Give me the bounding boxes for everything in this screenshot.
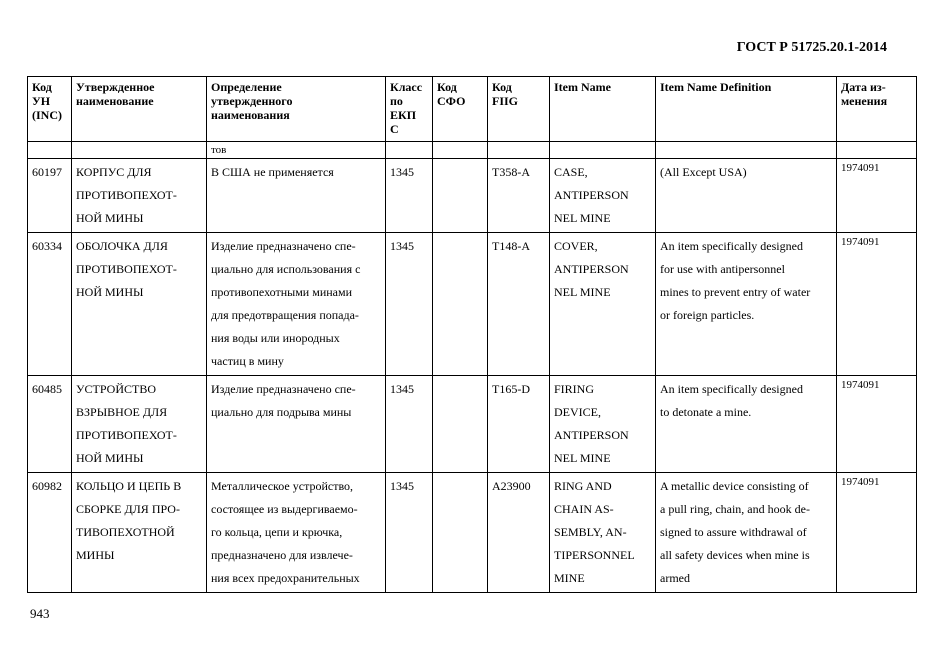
table-row: [28, 376, 917, 473]
text-line: менения: [841, 94, 888, 108]
table-row: [28, 159, 917, 233]
document-code: ГОСТ Р 51725.20.1-2014: [736, 40, 887, 55]
text-line: DEVICE,: [554, 405, 601, 419]
cell-inc: 60334: [28, 233, 72, 376]
text-line: (INC): [32, 108, 62, 122]
text-line: Металлическое устройство,: [211, 479, 354, 493]
text-line: signed to assure withdrawal of: [660, 525, 807, 539]
text-line: Изделие предназначено спе-: [211, 239, 356, 253]
text-line: An item specifically designed: [660, 382, 803, 396]
text-line: состоящее из выдергиваемо-: [211, 502, 358, 516]
page-number: 943: [30, 606, 50, 621]
text-line: (All Except USA): [660, 165, 747, 179]
cell-sfo: [433, 376, 488, 473]
text-line: A metallic device consisting of: [660, 479, 809, 493]
cell-class: 1345: [386, 159, 433, 233]
cell-item-name: [550, 376, 656, 473]
text-line: NEL MINE: [554, 451, 611, 465]
cell-fiig: T165-D: [488, 376, 550, 473]
cell-fiig: T358-A: [488, 159, 550, 233]
cell-item-name: [550, 233, 656, 376]
text-line: МИНЫ: [76, 548, 115, 562]
cell-inc: 60485: [28, 376, 72, 473]
text-line: RING AND: [554, 479, 612, 493]
cell-change-date: 1974091: [837, 473, 917, 593]
text-line: ANTIPERSON: [554, 188, 629, 202]
text-line: УН: [32, 94, 51, 108]
text-line: Item Name Definition: [660, 80, 772, 94]
text-line: частиц в мину: [211, 354, 284, 368]
text-line: all safety devices when mine is: [660, 548, 810, 562]
cell-change-date: 1974091: [837, 376, 917, 473]
text-line: for use with antipersonnel: [660, 262, 785, 276]
cell-inc: 60197: [28, 159, 72, 233]
header-approved-name: [72, 77, 207, 142]
text-line: для предотвращения попада-: [211, 308, 359, 322]
cell: [488, 142, 550, 159]
cell-definition: [207, 376, 386, 473]
cell-item-name: [550, 159, 656, 233]
table-row: [28, 233, 917, 376]
header-inc: [28, 77, 72, 142]
text-line: ния воды или инородных: [211, 331, 340, 345]
text-line: ВЗРЫВНОЕ ДЛЯ: [76, 405, 168, 419]
cell-item-definition: [656, 473, 837, 593]
cell-approved-name: [72, 233, 207, 376]
text-line: Код: [32, 80, 52, 94]
text-line: циально для подрыва мины: [211, 405, 352, 419]
header-item-name: [550, 77, 656, 142]
text-line: armed: [660, 571, 690, 585]
text-line: наименования: [211, 108, 290, 122]
text-line: ПРОТИВОПЕХОТ-: [76, 188, 177, 202]
text-line: КОРПУС ДЛЯ: [76, 165, 152, 179]
continuation-row: [28, 142, 917, 159]
cell-approved-name: [72, 376, 207, 473]
header-sfo: [433, 77, 488, 142]
text-line: ANTIPERSON: [554, 262, 629, 276]
text-line: ЕКП: [390, 108, 417, 122]
cell: [837, 142, 917, 159]
text-line: ОБОЛОЧКА ДЛЯ: [76, 239, 168, 253]
text-line: Утвержденное: [76, 80, 155, 94]
nomenclature-table: [27, 76, 917, 593]
text-line: ния всех предохранительных: [211, 571, 360, 585]
text-line: FIRING: [554, 382, 595, 396]
text-line: Дата из-: [841, 80, 886, 94]
cell-item-definition: [656, 376, 837, 473]
text-line: ANTIPERSON: [554, 428, 629, 442]
cell-change-date: 1974091: [837, 233, 917, 376]
text-line: ПРОТИВОПЕХОТ-: [76, 428, 177, 442]
text-line: утвержденного: [211, 94, 293, 108]
cell-fiig: T148-A: [488, 233, 550, 376]
cell: [386, 142, 433, 159]
cell-approved-name: [72, 159, 207, 233]
cell-class: 1345: [386, 233, 433, 376]
text-line: ТИВОПЕХОТНОЙ: [76, 525, 175, 539]
text-line: CHAIN AS-: [554, 502, 614, 516]
text-line: Класс: [390, 80, 423, 94]
text-line: НОЙ МИНЫ: [76, 211, 144, 225]
text-line: противопехотными минами: [211, 285, 353, 299]
text-line: Код: [492, 80, 512, 94]
text-line: УСТРОЙСТВО: [76, 382, 156, 396]
cell-item-name: [550, 473, 656, 593]
cell: [28, 142, 72, 159]
text-line: Item Name: [554, 80, 611, 94]
text-line: NEL MINE: [554, 211, 611, 225]
cell-sfo: [433, 159, 488, 233]
text-line: циально для использования с: [211, 262, 361, 276]
header-class: [386, 77, 433, 142]
text-line: го кольца, цепи и крючка,: [211, 525, 343, 539]
text-line: В США не применяется: [211, 165, 334, 179]
text-line: a pull ring, chain, and hook de-: [660, 502, 810, 516]
cell-definition: [207, 159, 386, 233]
cell-definition: [207, 233, 386, 376]
cell: [72, 142, 207, 159]
text-line: НОЙ МИНЫ: [76, 451, 144, 465]
cell: [656, 142, 837, 159]
text-line: НОЙ МИНЫ: [76, 285, 144, 299]
cell-class: 1345: [386, 376, 433, 473]
text-line: TIPERSONNEL: [554, 548, 635, 562]
header-definition: [207, 77, 386, 142]
header-change-date: [837, 77, 917, 142]
cell-approved-name: [72, 473, 207, 593]
text-line: Определение: [211, 80, 282, 94]
cell: [433, 142, 488, 159]
cell-inc: 60982: [28, 473, 72, 593]
cell: [550, 142, 656, 159]
table-row: [28, 473, 917, 593]
text-line: or foreign particles.: [660, 308, 755, 322]
cell-definition: [207, 473, 386, 593]
text-line: Код: [437, 80, 457, 94]
text-line: MINE: [554, 571, 585, 585]
cell-sfo: [433, 473, 488, 593]
header-item-definition: [656, 77, 837, 142]
text-line: ПРОТИВОПЕХОТ-: [76, 262, 177, 276]
text-line: СФО: [437, 94, 466, 108]
text-line: SEMBLY, AN-: [554, 525, 627, 539]
cell-item-definition: [656, 233, 837, 376]
cell-fiig: A23900: [488, 473, 550, 593]
text-line: An item specifically designed: [660, 239, 803, 253]
text-line: КОЛЬЦО И ЦЕПЬ В: [76, 479, 182, 493]
text-line: CASE,: [554, 165, 588, 179]
text-line: to detonate a mine.: [660, 405, 752, 419]
text-line: NEL MINE: [554, 285, 611, 299]
text-line: mines to prevent entry of water: [660, 285, 811, 299]
text-line: СБОРКЕ ДЛЯ ПРО-: [76, 502, 180, 516]
table-header-row: [28, 77, 917, 142]
cell-sfo: [433, 233, 488, 376]
text-line: наименование: [76, 94, 154, 108]
text-line: FIIG: [492, 94, 519, 108]
text-line: Изделие предназначено спе-: [211, 382, 356, 396]
text-line: по: [390, 94, 403, 108]
header-fiig: [488, 77, 550, 142]
text-line: С: [390, 122, 399, 136]
cell-item-definition: [656, 159, 837, 233]
cell-class: 1345: [386, 473, 433, 593]
text-line: предназначено для извлече-: [211, 548, 353, 562]
cell-change-date: 1974091: [837, 159, 917, 233]
continuation-text: тов: [207, 142, 386, 159]
text-line: COVER,: [554, 239, 598, 253]
